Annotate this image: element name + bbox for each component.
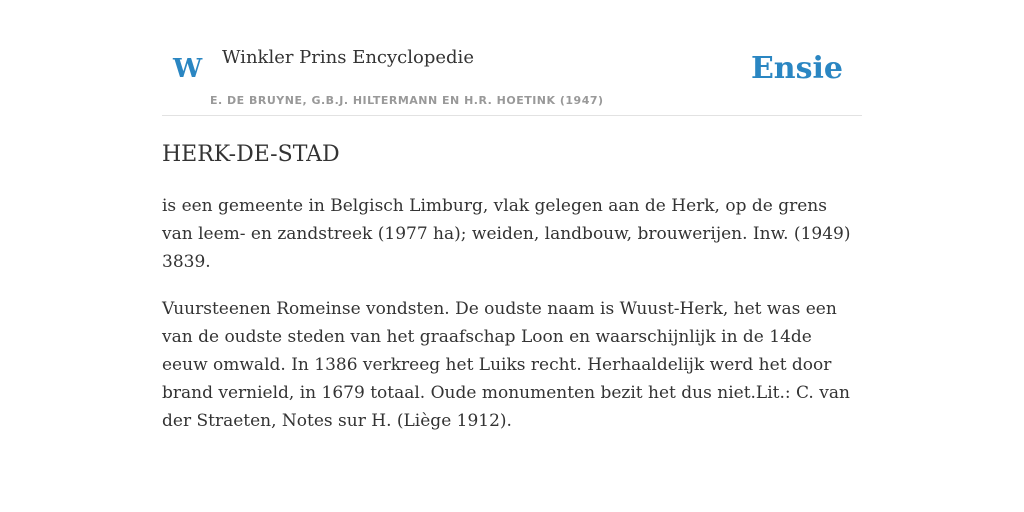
entry-paragraph: is een gemeente in Belgisch Limburg, vlak gelegen aan de Herk, op de grens van leem- en zandstreek (1977 ha); weiden, landbouw, brouwerijen. Inw. (1949) 3839.	[162, 196, 851, 272]
source-logo-icon: W	[173, 54, 203, 84]
source-title-link[interactable]: Winkler Prins Encyclopedie	[222, 47, 474, 68]
entry-paragraph: Vuursteenen Romeinse vondsten. De oudste naam is Wuust-Herk, het was een van de oudste steden van het graafschap Loon en waarschijnlijk in de 14de eeuw omwald. In 1386 verkreeg het Luiks recht. Herhaaldelijk werd het door brand vernield, in 1679 totaal. Oude monumenten bezit het dus niet.Lit.: C. van der Straeten, Notes sur H. (Liège 1912).	[162, 299, 850, 431]
source-authors: E. DE BRUYNE, G.B.J. HILTERMANN EN H.R. HOETINK (1947)	[210, 94, 604, 107]
ensie-logo-link[interactable]: Ensie	[750, 51, 843, 86]
source-header	[162, 0, 862, 116]
entry-body	[162, 192, 862, 454]
entry-title: HERK-DE-STAD	[162, 142, 340, 167]
page-container	[162, 0, 862, 431]
